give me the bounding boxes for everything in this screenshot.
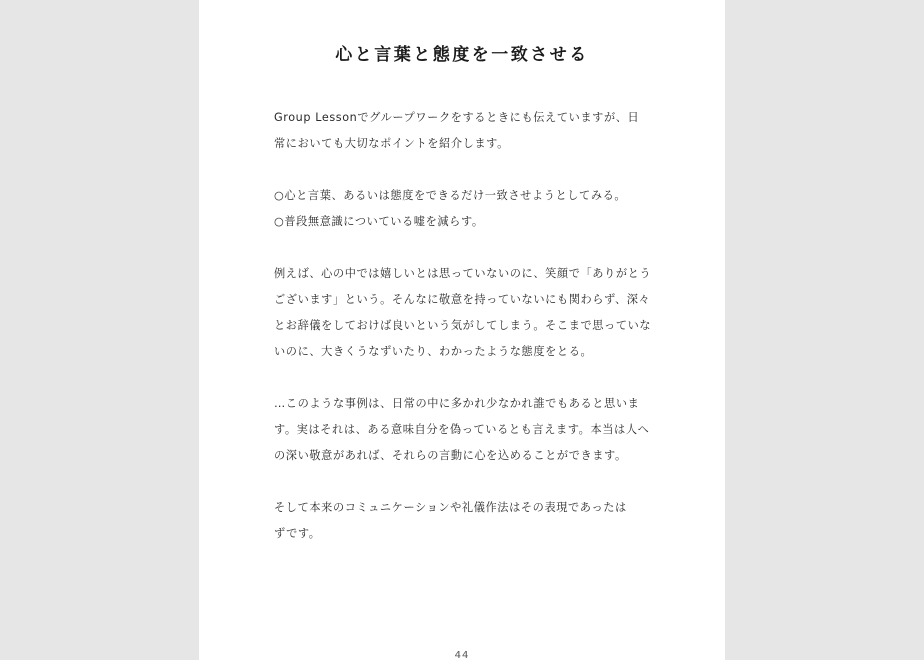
text-line: …このような事例は、日常の中に多かれ少なかれ誰でもあると思いま bbox=[274, 397, 640, 410]
paragraph-points bbox=[274, 183, 649, 235]
text-line: とお辞儀をしておけば良いという気がしてしまう。そこまで思っていな bbox=[274, 319, 652, 332]
text-line: ございます」という。そんなに敬意を持っていないにも関わらず、深々 bbox=[274, 293, 651, 306]
paragraph-example bbox=[274, 261, 652, 365]
book-page bbox=[199, 0, 725, 660]
text-line: 例えば、心の中では嬉しいとは思っていないのに、笑顔で「ありがとう bbox=[274, 267, 652, 280]
paragraph-intro bbox=[274, 105, 649, 157]
paragraph-reflection bbox=[274, 391, 649, 469]
paragraph-conclusion bbox=[274, 495, 649, 547]
text-line: 常においても大切なポイントを紹介します。 bbox=[274, 137, 509, 150]
page-title: 心と言葉と態度を一致させる bbox=[335, 45, 589, 65]
text-line: そして本来のコミュニケーションや礼儀作法はその表現であったは bbox=[274, 501, 627, 514]
text-line: ○心と言葉、あるいは態度をできるだけ一致させようとしてみる。 bbox=[274, 189, 627, 202]
text-line: す。実はそれは、ある意味自分を偽っているとも言えます。本当は人へ bbox=[274, 423, 650, 436]
text-line: ずです。 bbox=[274, 527, 321, 540]
page-body bbox=[274, 105, 652, 573]
text-line: ○普段無意識についている嘘を減らす。 bbox=[274, 215, 484, 228]
page-number: 44 bbox=[454, 650, 470, 660]
text-line: の深い敬意があれば、それらの言動に心を込めることができます。 bbox=[274, 449, 627, 462]
text-line: いのに、大きくうなずいたり、わかったような態度をとる。 bbox=[274, 345, 593, 358]
text-line: Group Lessonでグループワークをするときにも伝えていますが、日 bbox=[274, 111, 640, 124]
